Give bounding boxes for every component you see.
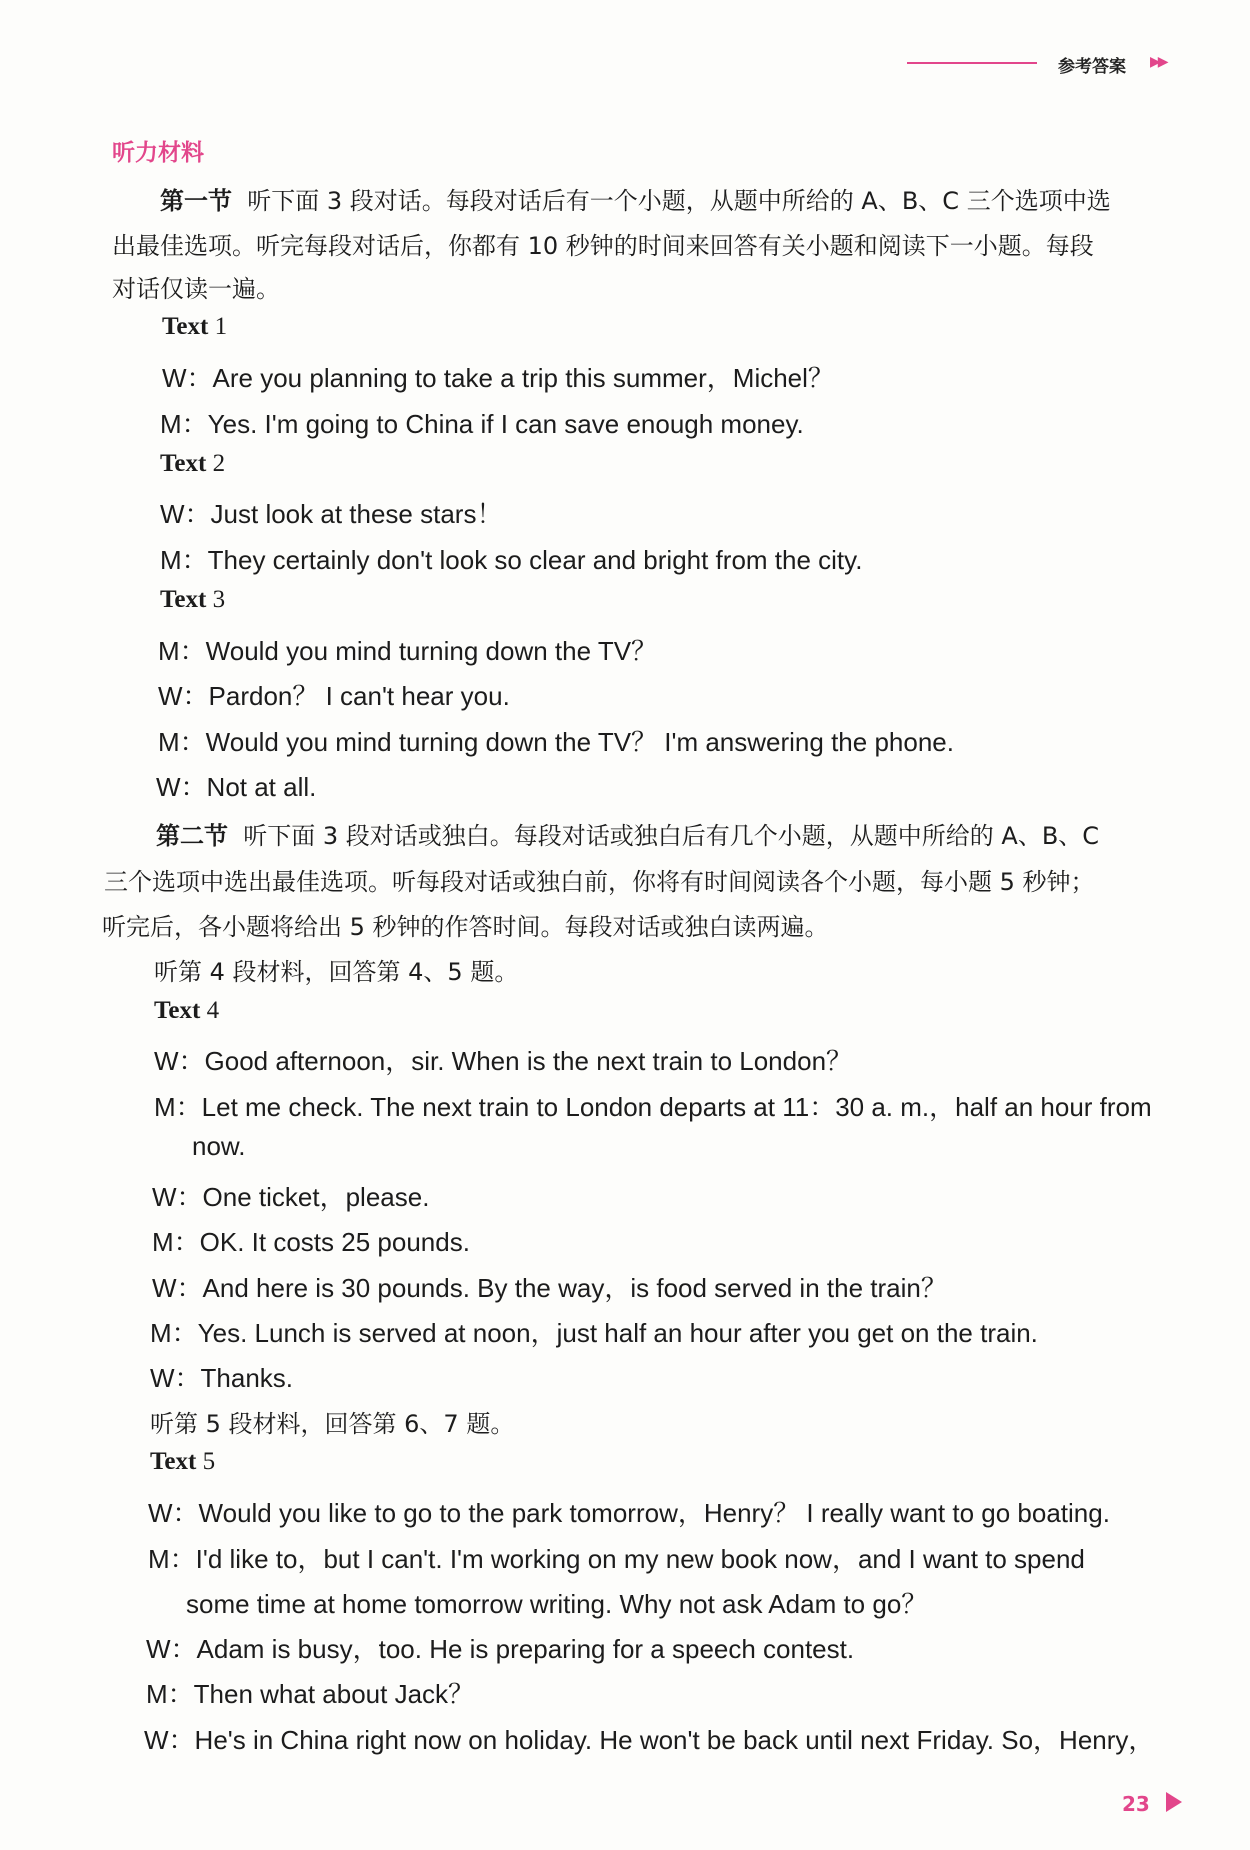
part1-instr-1: 听下面 3 段对话。每段对话后有一个小题，从题中所给的 A、B、C 三个选项中选	[247, 187, 1111, 215]
part1-line-1	[160, 181, 1111, 216]
text4-num: 4	[206, 997, 220, 1024]
text3-line-2: W：Pardon？ I can't hear you.	[158, 681, 510, 711]
intro-text4: 听第 4 段材料，回答第 4、5 题。	[154, 958, 519, 986]
header-arrows-icon: ▶▶	[1150, 54, 1166, 70]
part2-instr-2: 三个选项中选出最佳选项。听每段对话或独白前，你将有时间阅读各个小题，每小题 5 秒钟；	[104, 868, 1095, 896]
text4-label: Text	[154, 997, 201, 1024]
text5-label: Text	[150, 1448, 197, 1475]
part1-instr-3: 对话仅读一遍。	[112, 275, 280, 303]
text5-heading	[150, 1448, 215, 1476]
text2-line-1: W：Just look at these stars！	[160, 499, 503, 529]
text3-line-3: M：Would you mind turning down the TV？ I'm answering the phone.	[158, 727, 954, 757]
text5-line-5: M：Then what about Jack？	[146, 1679, 475, 1709]
page-header	[0, 50, 1250, 80]
text2-line-2: M：They certainly don't look so clear and bright from the city.	[160, 545, 863, 575]
text4-line-1: W：Good afternoon，sir. When is the next train to London？	[154, 1046, 853, 1076]
text4-line-2: M：Let me check. The next train to London departs at 11：30 a. m.，half an hour from	[154, 1092, 1152, 1122]
text5-line-2: M：I'd like to，but I can't. I'm working on my new book now，and I want to spend	[148, 1544, 1085, 1574]
text5-num: 5	[202, 1448, 216, 1475]
text4-line-5: M：OK. It costs 25 pounds.	[152, 1227, 470, 1257]
part2-instr-3: 听完后，各小题将给出 5 秒钟的作答时间。每段对话或独白读两遍。	[102, 913, 829, 941]
text4-line-3: now.	[192, 1131, 246, 1161]
text3-line-4: W：Not at all.	[156, 772, 317, 802]
text4-heading	[154, 997, 219, 1025]
part1-label: 第一节	[160, 187, 232, 215]
text4-line-4: W：One ticket，please.	[152, 1182, 430, 1212]
text1-line-2: M：Yes. I'm going to China if I can save enough money.	[160, 409, 804, 439]
header-label: 参考答案	[1058, 57, 1126, 77]
text5-line-4: W：Adam is busy，too. He is preparing for a speech contest.	[146, 1634, 855, 1664]
text4-line-8: W：Thanks.	[150, 1363, 294, 1393]
text2-heading	[160, 450, 225, 478]
part1-instr-2: 出最佳选项。听完每段对话后，你都有 10 秒钟的时间来回答有关小题和阅读下一小题。每段	[112, 232, 1094, 260]
text5-line-6: W：He's in China right now on holiday. He won't be back until next Friday. So，Henry，	[144, 1725, 1155, 1755]
text4-line-6: W：And here is 30 pounds. By the way，is food served in the train？	[152, 1273, 947, 1303]
text1-num: 1	[214, 313, 228, 340]
text5-line-1: W：Would you like to go to the park tomorrow，Henry？ I really want to go boating.	[148, 1498, 1110, 1528]
text2-num: 2	[212, 450, 226, 477]
text1-line-1: W：Are you planning to take a trip this summer，Michel？	[162, 363, 834, 393]
text5-line-3: some time at home tomorrow writing. Why not ask Adam to go？	[186, 1589, 928, 1619]
text3-line-1: M：Would you mind turning down the TV？	[158, 636, 658, 666]
text4-line-7: M：Yes. Lunch is served at noon，just half an hour after you get on the train.	[150, 1318, 1038, 1348]
part2-line-1	[156, 816, 1099, 851]
section-title: 听力材料	[112, 140, 204, 166]
text3-heading	[160, 586, 225, 614]
text1-heading	[162, 313, 227, 341]
part2-label: 第二节	[156, 822, 228, 850]
part2-instr-1: 听下面 3 段对话或独白。每段对话或独白后有几个小题，从题中所给的 A、B、C	[243, 822, 1100, 850]
text1-label: Text	[162, 313, 209, 340]
intro-text5: 听第 5 段材料，回答第 6、7 题。	[150, 1410, 515, 1438]
text3-num: 3	[212, 586, 226, 613]
text3-label: Text	[160, 586, 207, 613]
header-rule	[907, 62, 1037, 64]
page-number: 23	[1122, 1792, 1150, 1816]
next-page-arrow-icon	[1166, 1792, 1182, 1812]
text2-label: Text	[160, 450, 207, 477]
